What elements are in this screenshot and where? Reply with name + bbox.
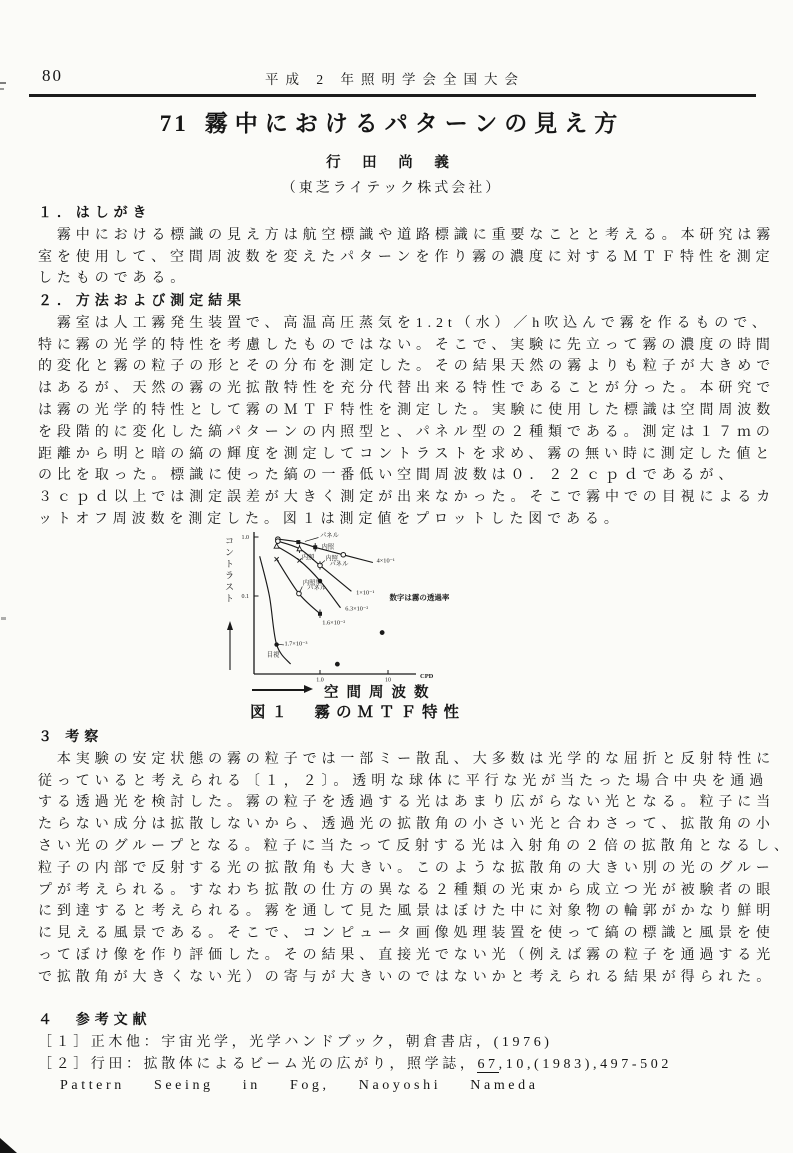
text-line: に見える風景である。そこで、コンピュータ画像処理装置を使って縞の標識と風景を使 bbox=[38, 926, 775, 942]
svg-text:10: 10 bbox=[385, 677, 391, 684]
text-line: する透過光を検討した。霧の粒子を透過する光はあまり広がらない光となる。粒子に当 bbox=[38, 795, 776, 811]
svg-text:パネル: パネル bbox=[329, 560, 349, 568]
text-line: で拡散角が大きくない光）の寄与が大きいのではないかと考えられる結果が得られた。 bbox=[38, 969, 776, 985]
author-name: 行 田 尚 義 bbox=[326, 155, 458, 171]
text-line: ットオフ周波数を測定した。図１は測定値をプロットした図である。 bbox=[38, 511, 623, 527]
conference-title: 平成 2 年照明学会全国大会 bbox=[265, 72, 525, 87]
text-line: 従っていると考えられる〔１，２〕。透明な球体に平行な光が当たった場合中央を通過 bbox=[38, 773, 769, 789]
paper-title-text: 霧中におけるパターンの見え方 bbox=[204, 111, 625, 136]
page-number: 80 bbox=[42, 66, 63, 85]
text-line: 的変化と霧の粒子の形とその分布を測定した。その結果天然の霧よりも粒子が大きめで bbox=[38, 359, 776, 375]
svg-text:1.0: 1.0 bbox=[316, 677, 324, 684]
affiliation: （東芝ライテック株式会社） bbox=[281, 181, 503, 196]
svg-text:ト: ト bbox=[225, 559, 235, 569]
text-line: を段階的に変化した縞パターンの内照型と、パネル型の２種類である。測定は１７ｍの bbox=[38, 424, 775, 440]
section-heading: ３ 考察 bbox=[38, 730, 104, 745]
figure-1 bbox=[0, 528, 784, 726]
svg-text:6.3×10⁻²: 6.3×10⁻² bbox=[345, 605, 369, 613]
text-line: 霧室は人工霧発生装置で、高温高圧蒸気を1.2t（水）／h吹込んで霧を作るもので、 bbox=[38, 315, 771, 331]
text-line: 本実験の安定状態の霧の粒子では一部ミー散乱、大多数は光学的な屈折と反射特性に bbox=[38, 751, 776, 767]
svg-text:コ: コ bbox=[225, 536, 235, 546]
xaxis-label-text: 空間周波数 bbox=[324, 685, 437, 701]
svg-text:内照: 内照 bbox=[301, 554, 315, 562]
english-title: Pattern Seeing in Fog, Naoyoshi Nameda bbox=[60, 1078, 539, 1094]
svg-text:1.7×10⁻³: 1.7×10⁻³ bbox=[284, 640, 308, 648]
svg-text:1.0: 1.0 bbox=[241, 535, 249, 542]
svg-text:1.6×10⁻²: 1.6×10⁻² bbox=[322, 619, 346, 627]
text-line: に到達すると考えられる。霧を通して見た風景はぼけた中に対象物の輪郭がかなり鮮明 bbox=[38, 904, 776, 920]
scan-artifact bbox=[0, 1138, 17, 1153]
svg-text:内照型: 内照型 bbox=[302, 579, 322, 587]
journal-volume: 67 bbox=[477, 1056, 499, 1072]
text-line: たらない成分は拡散しないから、透過光の拡散角の小さい光と合わさって、拡散角の小 bbox=[38, 817, 775, 833]
page-header bbox=[40, 64, 750, 90]
section-discussion bbox=[38, 727, 793, 989]
svg-text:内照: 内照 bbox=[325, 554, 338, 562]
right-arrow-icon bbox=[304, 685, 313, 693]
svg-text:数字は霧の透過率: 数字は霧の透過率 bbox=[389, 593, 450, 603]
svg-text:ス: ス bbox=[225, 582, 235, 592]
section-method bbox=[38, 291, 776, 531]
text-line: 粒子の内部で反射する光の拡散角も大きい。このような拡散角の大きい別の光のグルー bbox=[38, 860, 775, 876]
fog-mtf-chart bbox=[222, 528, 582, 684]
paper-title bbox=[0, 105, 784, 138]
text-line: 霧中における標識の見え方は航空標識や道路標識に重要なことと考える。本研究は霧 bbox=[38, 227, 776, 243]
text-line: 室を使用して、空間周波数を変えたパターンを作り霧の濃度に対するＭＴＦ特性を測定 bbox=[38, 249, 775, 265]
text-line: の比を取った。標識に使った縞の一番低い空間周波数は０．２２ｃｐｄであるが、 bbox=[38, 468, 738, 484]
svg-text:4×10⁻¹: 4×10⁻¹ bbox=[376, 557, 395, 565]
section-heading: ４ 参考文献 bbox=[38, 1013, 152, 1028]
svg-text:ン: ン bbox=[225, 547, 235, 558]
section-heading: ２．方法および測定結果 bbox=[38, 294, 246, 309]
svg-text:目視: 目視 bbox=[266, 651, 280, 659]
right-arrow-icon bbox=[252, 689, 304, 691]
text-line: はあるが、天然の霧の光拡散特性を充分代替出来る特性であることが分った。本研究で bbox=[38, 381, 776, 397]
paper-number: 71 bbox=[159, 111, 189, 136]
text-line: さい光のグループとなる。粒子に当たって反射する光は入射角の２倍の拡散角となるし、 bbox=[38, 838, 793, 854]
svg-text:パネル: パネル bbox=[320, 532, 339, 539]
header-rule bbox=[29, 94, 756, 97]
reference-item: ［２］行田：拡散体によるビーム光の広がり，照学誌，67,10,(1983),497-502 bbox=[38, 1056, 672, 1072]
svg-text:CPD: CPD bbox=[420, 673, 434, 680]
figure-caption: 図１ 霧のＭＴＦ特性 bbox=[250, 704, 466, 721]
text-line: ３ｃｐｄ以上では測定誤差が大きく測定が出来なかった。そこで霧中での目視によるカ bbox=[38, 490, 776, 506]
svg-text:ラ: ラ bbox=[225, 570, 235, 581]
scan-artifact bbox=[0, 88, 4, 90]
text-line: したものである。 bbox=[38, 271, 190, 287]
svg-text:1×10⁻¹: 1×10⁻¹ bbox=[356, 589, 375, 597]
text-line: プが考えられる。すなわち拡散の仕方の異なる２種類の光束から成立つ光が被験者の眼 bbox=[38, 882, 776, 898]
reference-item: ［１］正木他：宇宙光学，光学ハンドブック，朝倉書店，(1976) bbox=[38, 1034, 553, 1050]
section-references bbox=[38, 1010, 754, 1097]
scan-artifact bbox=[0, 82, 6, 84]
text-line: は霧の光学的特性として霧のＭＴＦ特性を測定した。実験に使用した標識は空間周波数 bbox=[38, 402, 776, 418]
svg-text:パネル: パネル bbox=[307, 584, 327, 592]
svg-text:内照: 内照 bbox=[321, 543, 335, 551]
text-line: 距離から明と暗の縞の輝度を測定してコントラストを求め、霧の無い時に測定した値と bbox=[38, 446, 775, 462]
scan-artifact bbox=[1, 617, 6, 620]
svg-text:ト: ト bbox=[225, 593, 235, 604]
text-line: 特に霧の光学的特性を考慮したものではない。そこで、実験に先立って霧の濃度の時間 bbox=[38, 337, 775, 353]
svg-text:0.1: 0.1 bbox=[241, 594, 249, 601]
section-heading: １．はしがき bbox=[38, 206, 152, 221]
text-line: ってぼけ像を作り評価した。その結果、直接光でない光（例えば霧の粒子を通過する光 bbox=[38, 947, 776, 963]
section-intro bbox=[38, 203, 776, 290]
